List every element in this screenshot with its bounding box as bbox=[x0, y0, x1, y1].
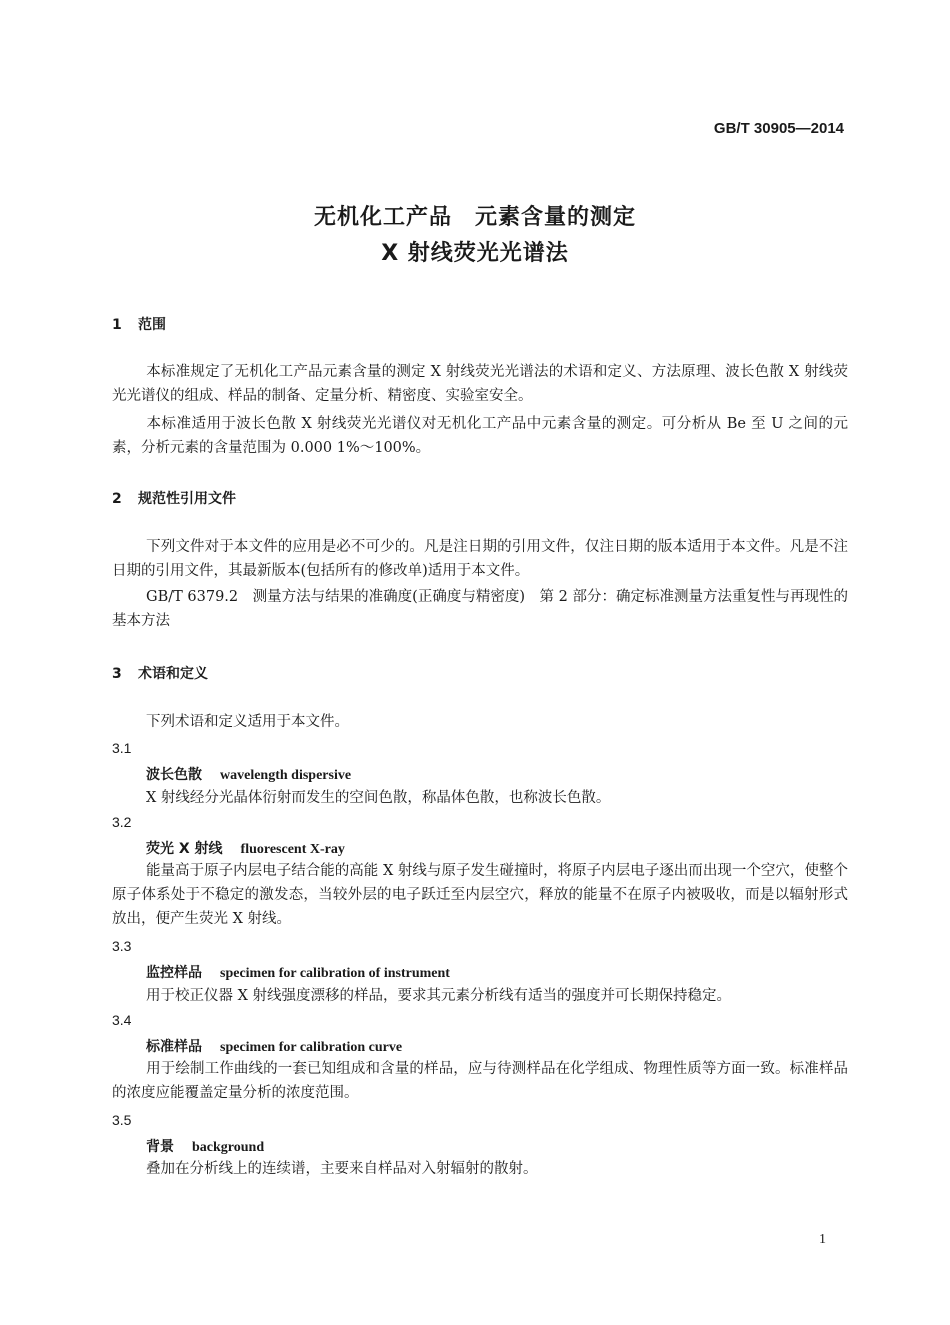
term-heading: 荧光 X 射线 fluorescent X-ray bbox=[146, 841, 345, 857]
page-number: 1 bbox=[819, 1232, 826, 1247]
term-definition: 能量高于原子内层电子结合能的高能 X 射线与原子发生碰撞时，将原子内层电子逐出而出现一个空穴，使整个原子体系处于不稳定的激发态，当较外层的电子跃迁至内层空穴，释放的能量不在原子内被吸收，而是以辐射形式放出，便产生荧光 X 射线。 bbox=[112, 863, 848, 927]
term-definition: 用于绘制工作曲线的一套已知组成和含量的样品，应与待测样品在化学组成、物理性质等方面一致。标准样品的浓度应能覆盖定量分析的浓度范围。 bbox=[112, 1061, 848, 1101]
section-heading bbox=[112, 663, 208, 683]
section-title: 术语和定义 bbox=[138, 666, 208, 682]
standard-number: GB/T 30905—2014 bbox=[713, 120, 844, 137]
section-number: 2 bbox=[112, 491, 122, 507]
term-heading: 背景 background bbox=[146, 1139, 265, 1155]
term-heading: 标准样品 specimen for calibration curve bbox=[146, 1039, 403, 1055]
paragraph: 本标准规定了无机化工产品元素含量的测定 X 射线荧光光谱法的术语和定义、方法原理、波长色散 X 射线荧光光谱仪的组成、样品的制备、定量分析、精密度、实验室安全。 bbox=[112, 364, 848, 404]
paragraph: 下列文件对于本文件的应用是必不可少的。凡是注日期的引用文件，仅注日期的版本适用于本文件。凡是不注日期的引用文件，其最新版本(包括所有的修改单)适用于本文件。 bbox=[112, 539, 848, 579]
term-number: 3.2 bbox=[112, 814, 132, 830]
title-line-2: X 射线荧光光谱法 bbox=[381, 241, 569, 266]
section-title: 规范性引用文件 bbox=[138, 491, 236, 507]
term-number: 3.1 bbox=[112, 740, 132, 756]
section-title: 范围 bbox=[138, 317, 166, 333]
section-heading bbox=[112, 314, 166, 334]
term-heading: 监控样品 specimen for calibration of instrument bbox=[146, 965, 450, 981]
term-number: 3.5 bbox=[112, 1112, 132, 1128]
term-definition: 叠加在分析线上的连续谱，主要来自样品对入射辐射的散射。 bbox=[146, 1161, 538, 1177]
paragraph: 本标准适用于波长色散 X 射线荧光光谱仪对无机化工产品中元素含量的测定。可分析从 Be 至 U 之间的元素，分析元素的含量范围为 0.000 1%～100%。 bbox=[112, 416, 848, 456]
title-line-1: 无机化工产品 元素含量的测定 bbox=[313, 205, 636, 230]
paragraph: 下列术语和定义适用于本文件。 bbox=[146, 714, 349, 730]
section-number: 1 bbox=[112, 317, 122, 333]
term-heading: 波长色散 wavelength dispersive bbox=[146, 767, 352, 783]
section-heading bbox=[112, 488, 236, 508]
reference-entry: GB/T 6379.2 测量方法与结果的准确度(正确度与精密度) 第 2 部分：确定标准测量方法重复性与再现性的基本方法 bbox=[112, 589, 848, 629]
term-number: 3.4 bbox=[112, 1012, 132, 1028]
term-definition: 用于校正仪器 X 射线强度漂移的样品，要求其元素分析线有适当的强度并可长期保持稳定。 bbox=[146, 988, 732, 1004]
section-number: 3 bbox=[112, 666, 122, 682]
term-definition: X 射线经分光晶体衍射而发生的空间色散，称晶体色散，也称波长色散。 bbox=[146, 790, 611, 806]
term-number: 3.3 bbox=[112, 938, 132, 954]
